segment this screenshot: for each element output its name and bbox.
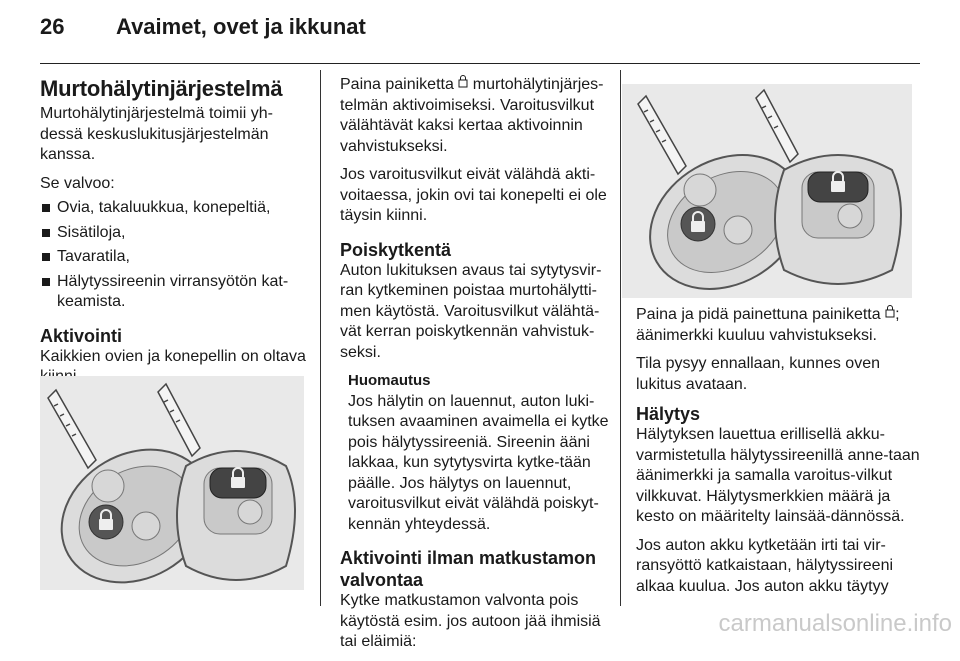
subheading-deactivation: Poiskytkentä: [340, 239, 452, 260]
watermark: carmanualsonline.info: [718, 610, 952, 637]
activation-text: Kaikkien ovien ja konepellin on oltava: [40, 347, 306, 365]
running-title: Avaimet, ovet ja ikkunat: [116, 14, 366, 39]
battery-text: Jos auton akku kytketään irti tai vir-ransyöttö katkaistaan, hälytyssireeni alkaa kuulua. Jos auton akku täytyy: [636, 536, 894, 595]
column-divider-1: [320, 70, 321, 606]
column-1: [40, 74, 308, 396]
lock-icon: [885, 304, 895, 325]
deactivation-text: Auton lukituksen avaus tai sytytysvir-ran kytkeminen poistaa murtohälytti-men käytöstä. Varoitusvilkut välähtä-vät kerran poiskytkennän vahvistuk-seksi.: [340, 261, 602, 361]
instruction-text: Paina ja pidä painettuna painiketta: [636, 306, 881, 323]
monitor-list: [40, 198, 308, 313]
note-text: Jos hälytin on lauennut, auton luki-tuksen avaaminen avaimella ei kytke pois hälytyssireeniä. Sireenin ääni lakkaa, kun sytytysvirta kytke-tään päälle. Jos hälytys on lauennut, varoitusvilkut eivät välähdä poiskyt-kennän yhteydessä.: [348, 392, 609, 533]
instruction-text: murtohälytinjärjes-telmän aktivoimiseksi. Varoitusvilkut välähtävät kaksi kertaa aktivoinnin vahvistukseksi.: [340, 76, 604, 155]
section-heading: Murtohälytinjärjestelmä: [40, 76, 283, 101]
column-divider-2: [620, 70, 621, 606]
intro-text: Murtohälytinjärjestelmä toimii yh-dessä keskuslukitusjärjestelmän kanssa.: [40, 105, 273, 163]
list-item: Hälytyssireenin virransyötön kat-keamista.: [40, 272, 308, 313]
instruction-text: Paina painiketta: [340, 76, 454, 93]
header-rule: [40, 63, 920, 64]
alarm-text: Hälytyksen lauettua erillisellä akku-varmistetulla hälytyssireenillä anne-taan äänimerkki ja samalla varoitus-vilkut vilkkuvat. Hälytysmerkkien määrä ja kesto on määritelty lainsää-dännössä.: [636, 426, 920, 525]
page-header: [40, 14, 920, 50]
monitors-label: Se valvoo:: [40, 174, 115, 192]
key-fob-drawing-2: [622, 84, 912, 298]
key-fob-illustration: [40, 376, 304, 590]
activation-failure-text: Jos varoitusvilkut eivät välähdä akti-voitaessa, jokin ovi tai konepelti ei ole täysin kiinni.: [340, 166, 607, 224]
subheading-alarm: Hälytys: [636, 404, 701, 424]
column-2: [340, 74, 612, 661]
note-box: [340, 371, 612, 535]
activation-instruction: [340, 74, 612, 157]
hold-instruction: [636, 304, 920, 346]
subheading-activation: Aktivointi: [40, 325, 123, 346]
no-interior-text: Kytke matkustamon valvonta pois käytöstä esim. jos autoon jää ihmisiä tai eläimiä:: [340, 592, 601, 650]
instruction-text: ; äänimerkki kuuluu vahvistukseksi.: [636, 306, 900, 344]
subheading-no-interior: Aktivointi ilman matkustamon valvontaa: [340, 548, 597, 590]
lock-icon: [458, 74, 468, 95]
key-fob-illustration-2: [622, 84, 912, 298]
list-item: Sisätiloja,: [40, 223, 308, 244]
state-text: Tila pysyy ennallaan, kunnes oven lukitus avataan.: [636, 355, 880, 393]
list-item: Tavaratila,: [40, 247, 308, 268]
list-item: Ovia, takaluukkua, konepeltiä,: [40, 198, 308, 219]
page-number: 26: [40, 14, 65, 39]
key-fob-drawing: [40, 376, 304, 590]
column-3: [636, 304, 920, 605]
note-title: Huomautus: [348, 372, 431, 389]
